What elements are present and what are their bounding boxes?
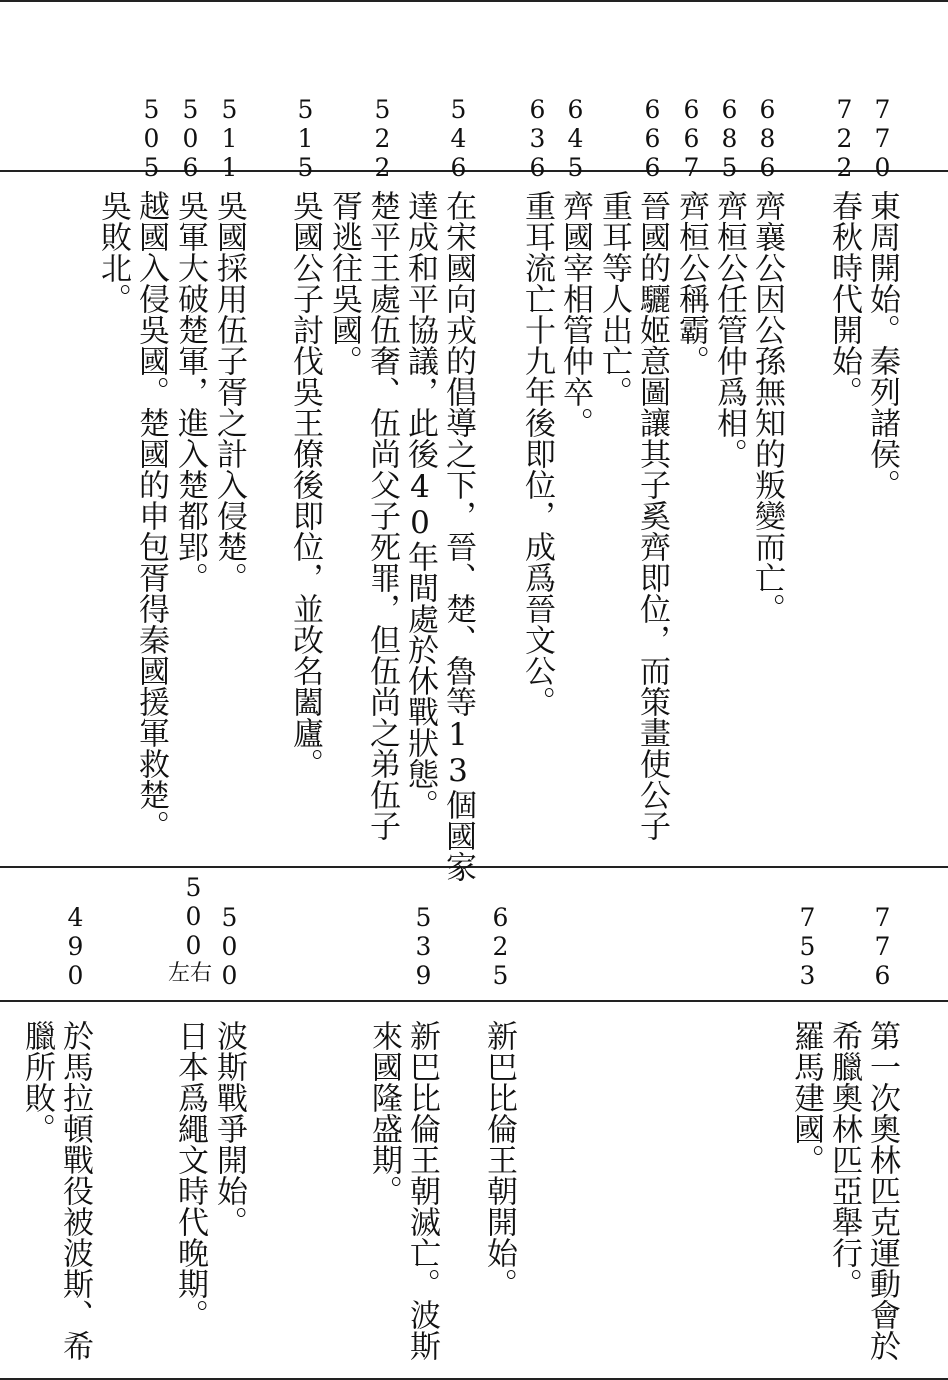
event-511-line1: 吳國採用伍子胥之計入侵楚。 — [211, 190, 247, 593]
event-770-line1: 東周開始。秦列諸侯。 — [864, 190, 900, 500]
year-625: 625 — [486, 903, 515, 990]
event-666-line1: 晉國的驪姬意圖讓其子奚齊即位，而策畫使公子 — [634, 190, 670, 841]
event-505-line1: 越國入侵吳國。楚國的申包胥得秦國援軍救楚。 — [133, 190, 169, 841]
year-685: 685 — [715, 95, 744, 182]
event-500-line2: 日本爲繩文時代晚期。 — [172, 1020, 208, 1330]
year-770: 770 — [868, 95, 897, 182]
year-722: 722 — [830, 95, 859, 182]
year-753: 753 — [793, 903, 822, 990]
year-490: 490 — [61, 903, 90, 990]
event-645-line1: 齊國宰相管仲卒。 — [557, 190, 593, 438]
event-636-line1: 重耳流亡十九年後即位，成爲晉文公。 — [519, 190, 555, 717]
event-625-line1: 新巴比倫王朝開始。 — [481, 1020, 517, 1299]
event-685-line1: 齊桓公任管仲爲相。 — [711, 190, 747, 469]
event-546-line1: 在宋國向戎的倡導之下，晉、楚、魯等13個國家 — [440, 190, 476, 882]
event-539-line1: 新巴比倫王朝滅亡。波斯 — [404, 1020, 440, 1361]
event-666-line2: 重耳等人出亡。 — [596, 190, 632, 407]
event-686-line1: 齊襄公因公孫無知的叛變而亡。 — [749, 190, 785, 624]
year-645: 645 — [561, 95, 590, 182]
event-490-line1: 於馬拉頓戰役被波斯、希 — [57, 1020, 93, 1361]
year-circa-suffix: 左右 — [168, 961, 213, 986]
event-539-line2: 來國隆盛期。 — [366, 1020, 402, 1206]
event-667-line1: 齊桓公稱霸。 — [673, 190, 709, 376]
event-506-line1: 吳軍大破楚軍，進入楚都郢。 — [172, 190, 208, 593]
event-505-line2: 吳敗北。 — [95, 190, 131, 314]
year-546: 546 — [444, 95, 473, 182]
year-500: 500 — [215, 903, 244, 990]
year-511: 511 — [215, 95, 244, 182]
event-522-line2: 胥逃往吳國。 — [326, 190, 362, 376]
event-776-line1: 第一次奧林匹克運動會於 — [864, 1020, 900, 1361]
year-636: 636 — [523, 95, 552, 182]
year-505: 505 — [137, 95, 166, 182]
event-490-line2: 臘所敗。 — [19, 1020, 55, 1144]
year-522: 522 — [368, 95, 397, 182]
bottom-year-divider — [0, 1000, 948, 1002]
year-506: 506 — [176, 95, 205, 182]
event-776-line2: 希臘奧林匹亞舉行。 — [826, 1020, 862, 1299]
year-515: 515 — [291, 95, 320, 182]
event-753-line1: 羅馬建國。 — [788, 1020, 824, 1175]
year-667: 667 — [677, 95, 706, 182]
event-522-line1: 楚平王處伍奢、伍尚父子死罪，但伍尚之弟伍子 — [364, 190, 400, 841]
year-500-circa: 500 — [179, 873, 208, 960]
year-686: 686 — [753, 95, 782, 182]
year-666: 666 — [638, 95, 667, 182]
year-776: 776 — [868, 903, 897, 990]
top-border — [0, 0, 948, 2]
year-539: 539 — [409, 903, 438, 990]
event-500-line1: 波斯戰爭開始。 — [211, 1020, 247, 1237]
event-546-line2: 達成和平協議，此後40年間處於休戰狀態。 — [402, 190, 438, 820]
event-722-line1: 春秋時代開始。 — [826, 190, 862, 407]
event-515-line1: 吳國公子討伐吳王僚後即位，並改名闔廬。 — [287, 190, 323, 779]
